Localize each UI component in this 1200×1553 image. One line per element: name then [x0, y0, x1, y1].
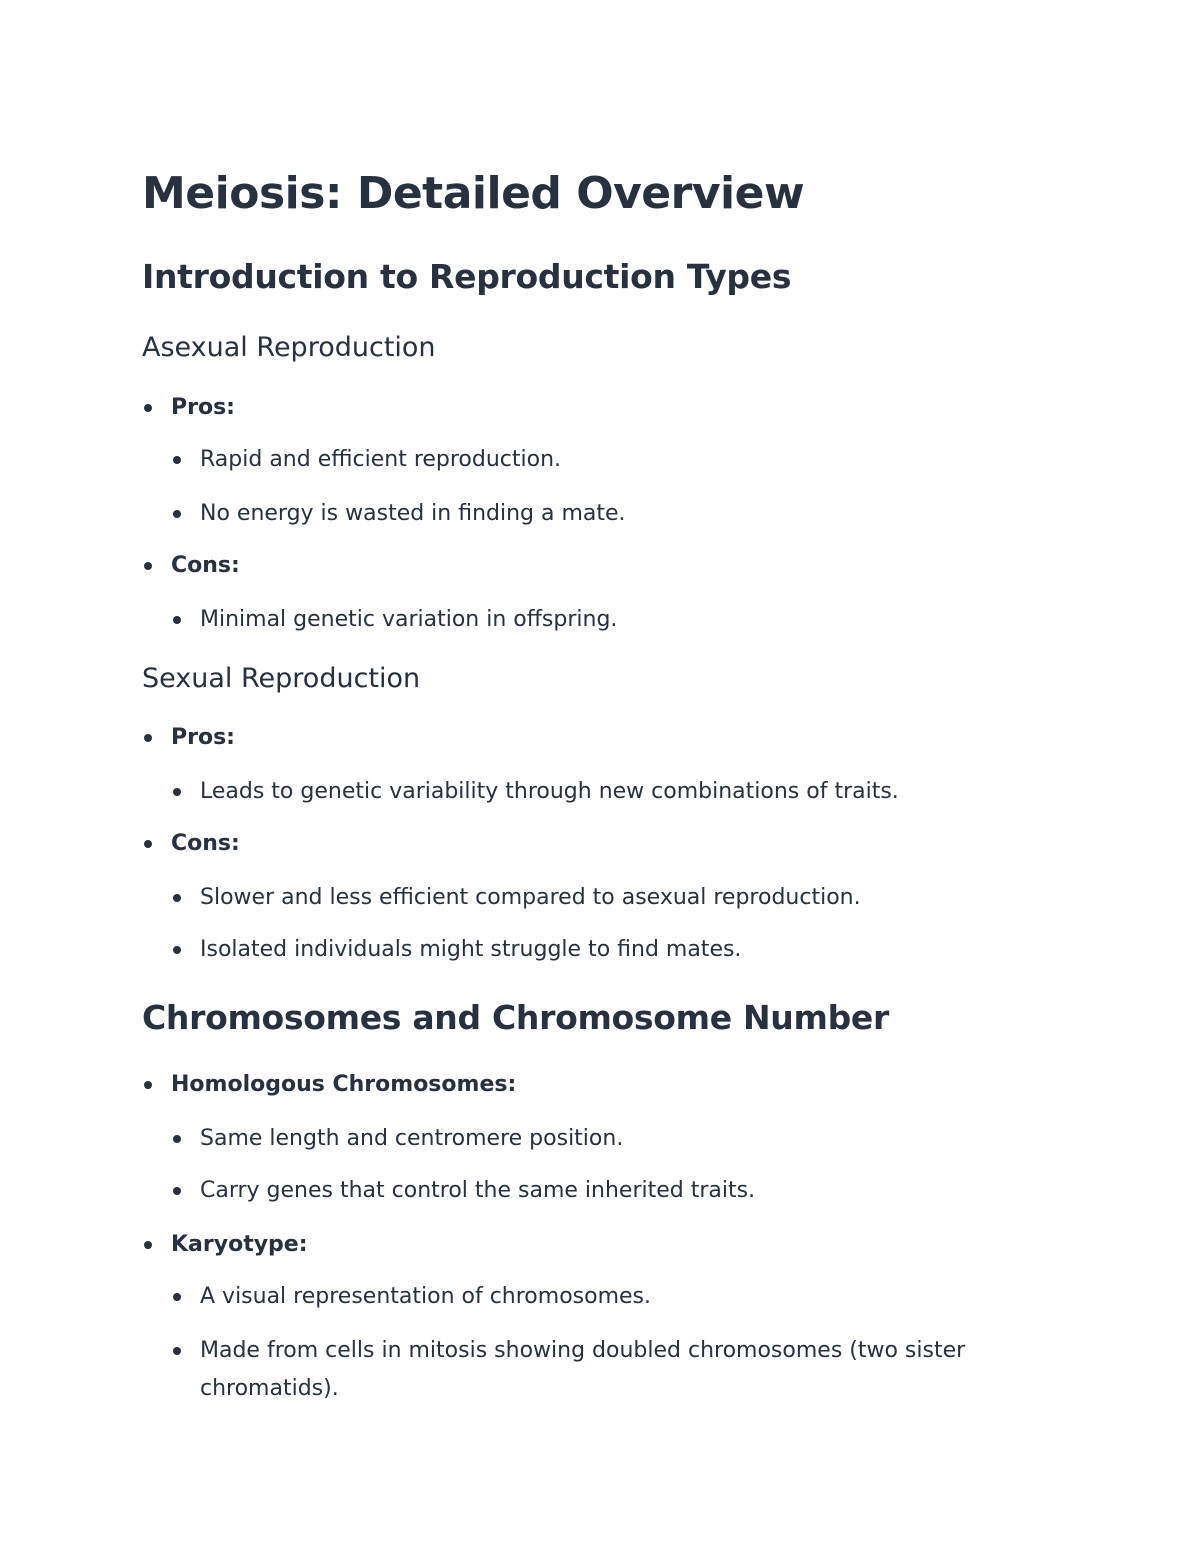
list-item-asexual-pros — [142, 389, 235, 427]
list-item-asexual-cons — [142, 547, 240, 585]
list-item — [171, 1278, 651, 1316]
section-heading-reproduction-types: Introduction to Reproduction Types — [142, 257, 792, 296]
bullet-icon — [173, 946, 181, 954]
bullet-icon — [173, 456, 181, 464]
subheading-asexual-reproduction: Asexual Reproduction — [142, 332, 436, 363]
list-item-text: Rapid and efficient reproduction. — [200, 447, 562, 472]
bullet-icon — [144, 404, 152, 412]
list-item — [171, 1172, 755, 1210]
list-item — [171, 1120, 623, 1158]
bullet-icon — [173, 894, 181, 902]
list-item-label: Cons: — [171, 553, 240, 578]
list-item-text: Leads to genetic variability through new combinations of traits. — [200, 779, 899, 804]
bullet-icon — [144, 1081, 152, 1089]
list-item-text: Minimal genetic variation in offspring. — [200, 607, 618, 632]
list-item-label: Pros: — [171, 725, 235, 750]
list-item-text: No energy is wasted in finding a mate. — [200, 501, 626, 526]
page-title: Meiosis: Detailed Overview — [142, 168, 805, 219]
list-item-text: Isolated individuals might struggle to find mates. — [200, 937, 742, 962]
list-item-text: A visual representation of chromosomes. — [200, 1284, 651, 1309]
bullet-icon — [173, 1347, 181, 1355]
list-item — [171, 495, 626, 533]
list-item-label: Homologous Chromosomes: — [171, 1072, 517, 1097]
subheading-sexual-reproduction: Sexual Reproduction — [142, 663, 421, 694]
list-item-sexual-pros — [142, 719, 235, 757]
list-item — [171, 773, 899, 811]
bullet-icon — [173, 1135, 181, 1143]
list-item-text: Carry genes that control the same inherited traits. — [200, 1178, 756, 1203]
section-heading-chromosomes: Chromosomes and Chromosome Number — [142, 998, 889, 1037]
list-item — [171, 601, 617, 639]
bullet-icon — [144, 1241, 152, 1249]
list-item-label: Pros: — [171, 395, 235, 420]
list-item-text: Slower and less efficient compared to asexual reproduction. — [200, 885, 861, 910]
list-item-label: Karyotype: — [171, 1232, 308, 1257]
bullet-icon — [173, 1187, 181, 1195]
list-item-text: Made from cells in mitosis showing doubled chromosomes (two sister chromatids). — [200, 1338, 966, 1401]
bullet-icon — [173, 788, 181, 796]
list-item-homologous-chromosomes — [142, 1066, 516, 1104]
bullet-icon — [173, 510, 181, 518]
list-item-karyotype — [142, 1226, 308, 1264]
bullet-icon — [144, 562, 152, 570]
list-item-text: Same length and centromere position. — [200, 1126, 624, 1151]
list-item — [171, 441, 561, 479]
list-item — [171, 931, 741, 969]
list-item-sexual-cons — [142, 825, 240, 863]
bullet-icon — [173, 1293, 181, 1301]
bullet-icon — [144, 840, 152, 848]
list-item — [171, 879, 861, 917]
bullet-icon — [173, 616, 181, 624]
bullet-icon — [144, 734, 152, 742]
list-item-label: Cons: — [171, 831, 240, 856]
list-item — [171, 1332, 1070, 1408]
